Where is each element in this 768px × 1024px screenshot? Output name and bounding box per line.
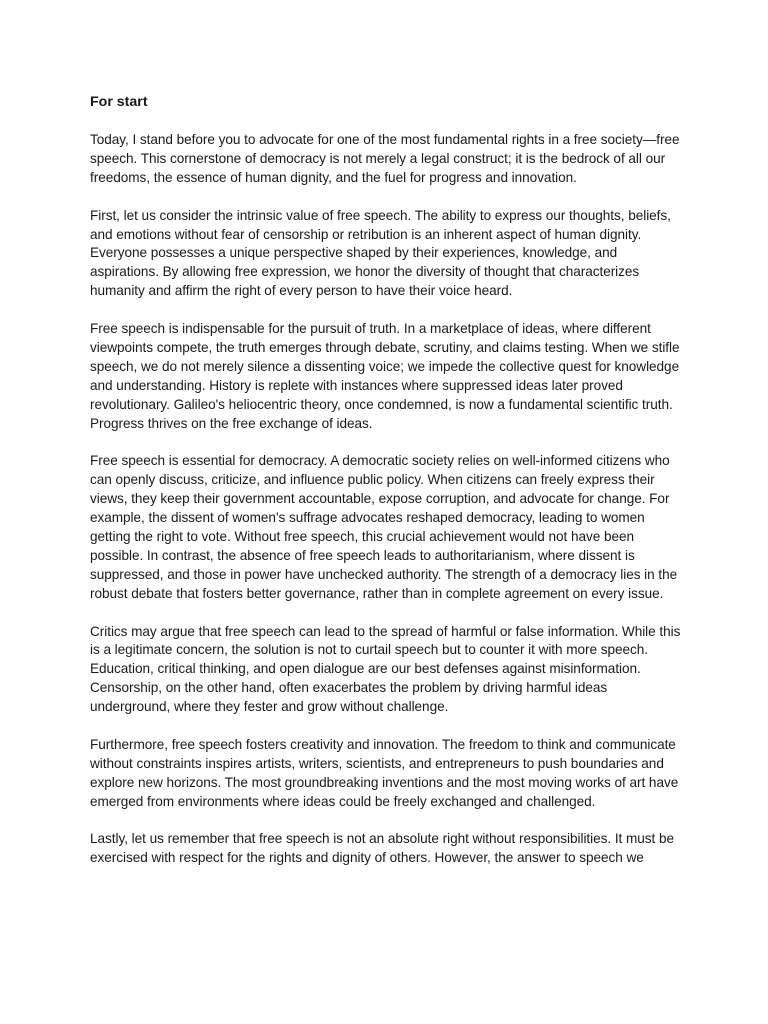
paragraph-7: Lastly, let us remember that free speech is not an absolute right without responsibilities. It must be exercised with respect for the rights and dignity of others. However, the answer to speech we [90, 831, 675, 866]
paragraph-4: Free speech is essential for democracy. A democratic society relies on well-informed citizens who can openly discuss, criticize, and influence public policy. When citizens can freely express their views, they keep their government accountable, expose corruption, and advocate for change. For example, the dissent of women's suffrage advocates reshaped democracy, leading to women getting the right to vote. Without free speech, this crucial achievement would not have been possible. In contrast, the absence of free speech leads to authoritarianism, where dissent is suppressed, and those in power have unchecked authority. The strength of a democracy lies in the robust debate that fosters better governance, rather than in complete agreement on every issue. [90, 453, 678, 601]
document-title: For start [90, 94, 148, 110]
paragraph-6: Furthermore, free speech fosters creativity and innovation. The freedom to think and communicate without constraints inspires artists, writers, scientists, and entrepreneurs to push boundaries and explore new horizons. The most groundbreaking inventions and the most moving works of art have emerged from environments where ideas could be freely exchanged and challenged. [90, 736, 679, 809]
paragraph-2: First, let us consider the intrinsic value of free speech. The ability to express our thoughts, beliefs, and emotions without fear of censorship or retribution is an inherent aspect of human dignity. Everyone possesses a unique perspective shaped by their experiences, knowledge, and aspirations. By allowing free expression, we honor the diversity of thought that characterizes humanity and affirm the right of every person to have their voice heard. [90, 207, 671, 299]
paragraph-1: Today, I stand before you to advocate for one of the most fundamental rights in a free society—free speech. This cornerstone of democracy is not merely a legal construct; it is the bedrock of all our freedoms, the essence of human dignity, and the fuel for progress and innovation. [90, 132, 680, 185]
paragraph-3: Free speech is indispensable for the pursuit of truth. In a marketplace of ideas, where different viewpoints compete, the truth emerges through debate, scrutiny, and claims testing. When we stifle speech, we do not merely silence a dissenting voice; we impede the collective quest for knowledge and understanding. History is replete with instances where suppressed ideas later proved revolutionary. Galileo's heliocentric theory, once condemned, is now a fundamental scientific truth. Progress thrives on the free exchange of ideas. [90, 321, 680, 431]
paragraph-5: Critics may argue that free speech can lead to the spread of harmful or false information. While this is a legitimate concern, the solution is not to curtail speech but to counter it with more speech. Education, critical thinking, and open dialogue are our best defenses against misinformation. Censorship, on the other hand, often exacerbates the problem by driving harmful ideas underground, where they fester and grow without challenge. [90, 623, 681, 715]
document-body [90, 93, 682, 887]
